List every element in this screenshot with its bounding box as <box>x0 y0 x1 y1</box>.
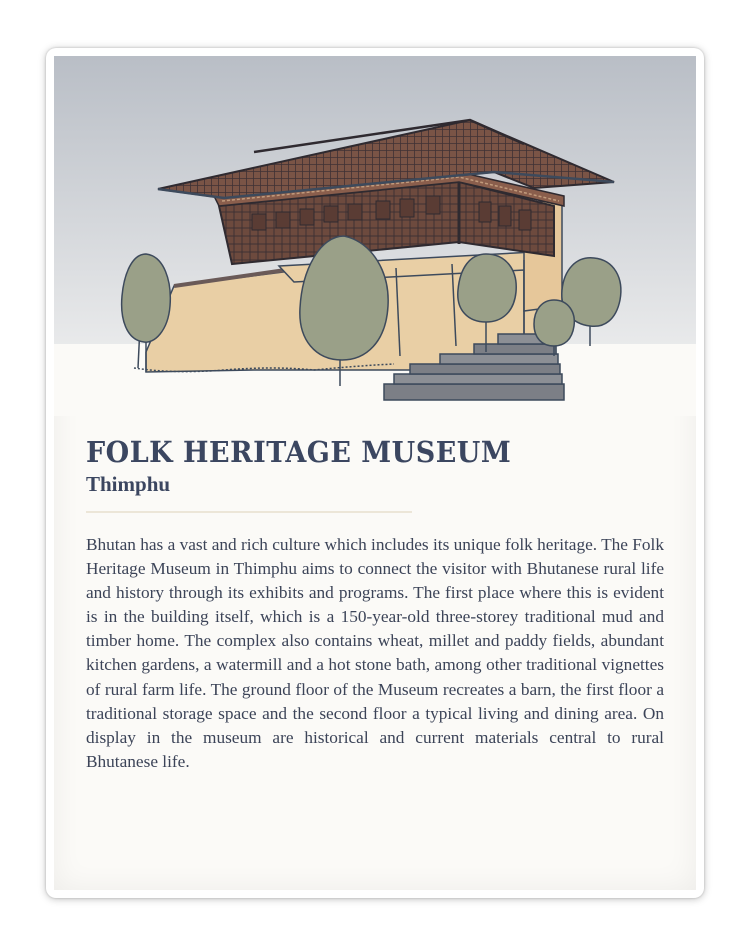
title-divider <box>86 511 412 513</box>
museum-location: Thimphu <box>86 472 171 496</box>
museum-title: FOLK HERITAGE MUSEUM <box>86 436 512 470</box>
museum-building-illustration <box>54 56 696 416</box>
museum-description: Bhutan has a vast and rich culture which includes its unique folk heritage. The Folk Heritage Museum in Thimphu aims to connect the visitor with Bhutanese rural life and history through its exhibits and programs. The first place where this is evident is in the building itself, which is a 150-year-old three-storey traditional mud and timber home. The complex also contains wheat, millet and paddy fields, abundant kitchen gardens, a watermill and a hot stone bath, among other traditional vignettes of rural farm life. The ground floor of the Museum recreates a barn, the first floor a traditional storage space and the second floor a typical living and dining area. On display in the museum are historical and current materials central to rural Bhutanese life. <box>86 535 664 771</box>
card-inner <box>54 56 696 890</box>
museum-card <box>46 48 704 898</box>
